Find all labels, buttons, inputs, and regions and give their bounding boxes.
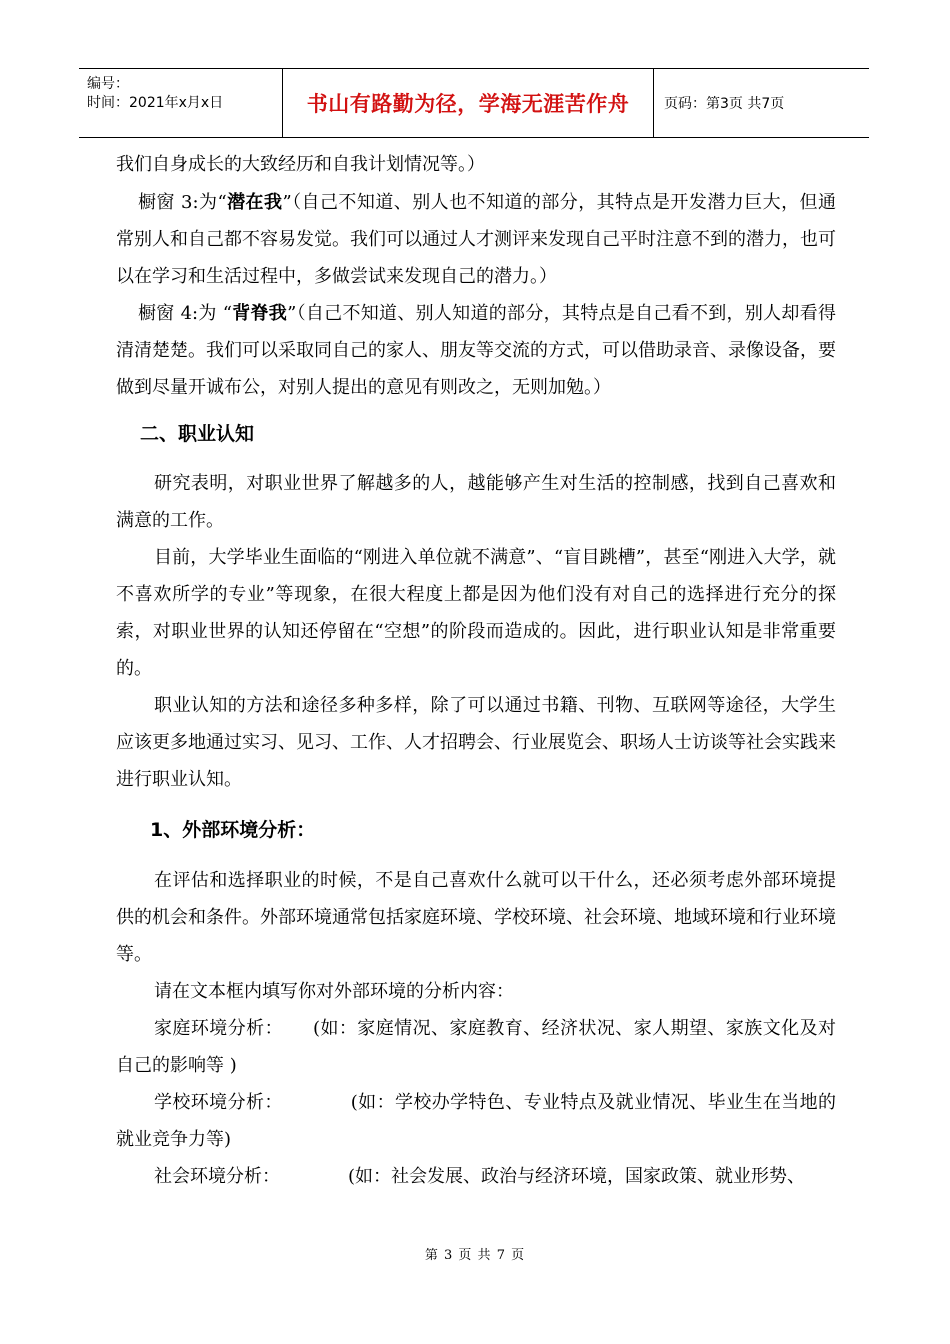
header-motto: 书山有路勤为径，学海无涯苦作舟 xyxy=(282,69,654,137)
paragraph-instruction: 请在文本框内填写你对外部环境的分析内容： xyxy=(154,981,514,1002)
social-analysis-label: 社会环境分析： xyxy=(154,1166,280,1187)
school-analysis-label: 学校环境分析： xyxy=(154,1092,283,1113)
paragraph-growth: 我们自身成长的大致经历和自我计划情况等。） xyxy=(116,154,485,175)
paragraph-external-env: 在评估和选择职业的时候，不是自己喜欢什么就可以干什么，还必须考虑外部环境提供的机会和条件。外部环境通常包括家庭环境、学校环境、社会环境、地域环境和行业环境等。 xyxy=(116,870,836,965)
section-heading-career: 二、职业认知 xyxy=(140,423,255,445)
social-analysis-item xyxy=(116,1158,836,1195)
section-heading-external: 1、外部环境分析： xyxy=(150,819,316,841)
window-3-prefix: 橱窗 3:为“ xyxy=(138,192,227,213)
header-meta xyxy=(79,69,282,137)
family-analysis-item xyxy=(116,1010,836,1084)
paragraph-research: 研究表明，对职业世界了解越多的人，越能够产生对生活的控制感，找到自己喜欢和满意的工作。 xyxy=(116,473,836,531)
school-analysis-item xyxy=(116,1084,836,1158)
window-4-keyword: 背脊我 xyxy=(231,303,288,324)
page-header xyxy=(79,68,869,138)
paragraph-graduates: 目前，大学毕业生面临的“刚进入单位就不满意”、“盲目跳槽”，甚至“刚进入大学，就不喜欢所学的专业”等现象，在很大程度上都是因为他们没有对自己的选择进行充分的探索，对职业世界的认知还停留在“空想”的阶段而造成的。因此，进行职业认知是非常重要的。 xyxy=(116,547,836,679)
header-page-info: 页码：第3页 共7页 xyxy=(664,96,785,112)
social-analysis-hint: (如：社会发展、政治与经济环境，国家政策、就业形势、 xyxy=(348,1166,806,1187)
window-4-prefix: 橱窗 4:为 “ xyxy=(138,303,232,324)
page-footer: 第 3 页 共 7 页 xyxy=(424,1248,526,1263)
document-body xyxy=(116,146,836,1195)
paragraph-methods: 职业认知的方法和途径多种多样，除了可以通过书籍、刊物、互联网等途径，大学生应该更多地通过实习、见习、工作、人才招聘会、行业展览会、职场人士访谈等社会实践来进行职业认知。 xyxy=(116,695,836,790)
window-3-text: ”（自己不知道、别人也不知道的部分，其特点是开发潜力巨大，但通常别人和自己都不容易发觉。我们可以通过人才测评来发现自己平时注意不到的潜力，也可以在学习和生活过程中，多做尝试来发现自己的潜力。） xyxy=(116,192,836,287)
document-number-label: 编号： xyxy=(87,76,129,92)
window-3-keyword: 潜在我 xyxy=(226,192,283,213)
paragraph-window-3 xyxy=(116,184,836,295)
window-4-text: ”（自己不知道、别人知道的部分，其特点是自己看不到，别人却看得清清楚楚。我们可以采取同自己的家人、朋友等交流的方式，可以借助录音、录像设备，要做到尽量开诚布公，对别人提出的意见有则改之，无则加勉。） xyxy=(116,303,836,398)
school-analysis-hint: (如：学校办学特色、专业特点及就业情况、毕业生在当地的就业竞争力等) xyxy=(116,1092,837,1150)
paragraph-window-4 xyxy=(116,295,836,406)
family-analysis-label: 家庭环境分析： xyxy=(154,1018,283,1039)
document-date-label: 时间：2021年x月x日 xyxy=(87,95,224,111)
family-analysis-hint: (如：家庭情况、家庭教育、经济状况、家人期望、家族文化及对自己的影响等 ) xyxy=(116,1018,836,1076)
